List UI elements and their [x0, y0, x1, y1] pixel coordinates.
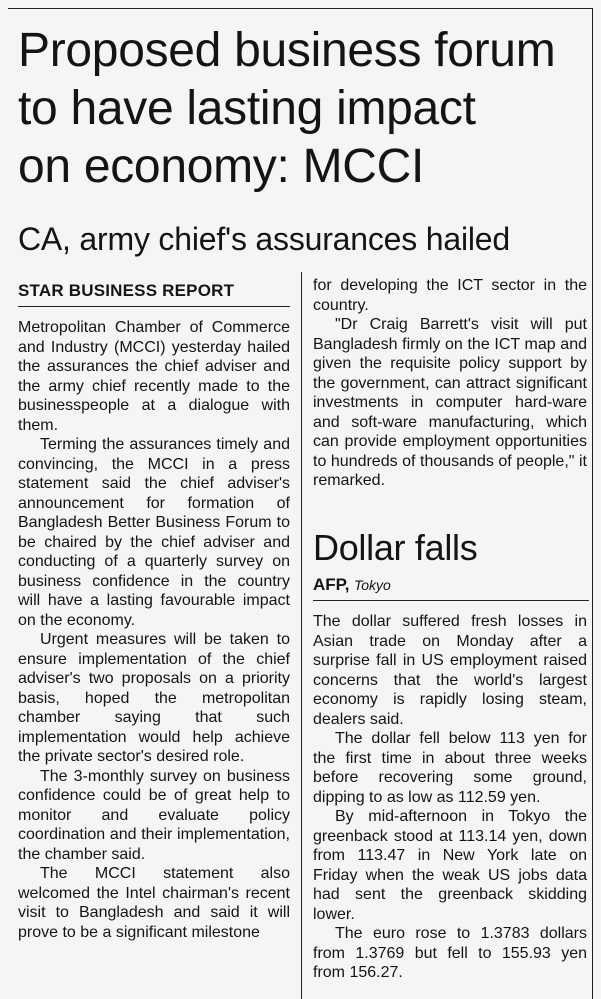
article-paragraph: Urgent measures will be taken to ensure implementation of the chief adviser's two proposals on a priority basis, hoped the metropolitan chamber saying that such implementation would help achieve the private sector's desired role.: [18, 631, 290, 765]
article-left-column: [18, 318, 290, 942]
main-headline: Proposed business forum to have lasting impact on economy: MCCI: [18, 24, 556, 193]
article-paragraph: The MCCI statement also welcomed the Intel chairman's recent visit to Bangladesh and said it will prove to be a significant milestone: [18, 865, 290, 941]
second-story-rule: [313, 600, 589, 601]
column-divider: [301, 272, 302, 999]
byline-rule: [18, 306, 290, 307]
article-paragraph: "Dr Craig Barrett's visit will put Bangladesh firmly on the ICT map and given the requisite policy support by the government, can attract significant investments in computer hard-ware and soft-ware manufacturing, which can provide employment opportunities to hundreds of thousands of people," it remarked.: [313, 316, 587, 489]
second-story-byline: [313, 576, 589, 595]
second-story-headline: Dollar falls: [313, 527, 478, 568]
top-rule: [8, 8, 593, 9]
story-paragraph: The euro rose to 1.3783 dollars from 1.3769 but fell to 155.93 yen from 156.27.: [313, 925, 587, 981]
subheadline: CA, army chief's assurances hailed: [18, 221, 510, 257]
article-paragraph: The 3-monthly survey on business confidence could be of great help to monitor and evaluate policy coordination and their implementation, the chamber said.: [18, 767, 290, 863]
story-paragraph: The dollar fell below 113 yen for the first time in about three weeks before recovering some ground, dipping to as low as 112.59 yen.: [313, 730, 587, 806]
byline: STAR BUSINESS REPORT: [18, 281, 235, 300]
article-paragraph: Metropolitan Chamber of Commerce and Industry (MCCI) yesterday hailed the assurances the chief adviser and the army chief recently made to the businesspeople at a dialogue with them.: [18, 319, 290, 434]
story-paragraph: By mid-afternoon in Tokyo the greenback stood at 113.14 yen, down from 113.47 in New York late on Friday when the weak US jobs data had sent the greenback skidding lower.: [313, 808, 587, 923]
dateline-city: Tokyo: [354, 577, 391, 593]
second-story-body: [313, 612, 587, 983]
story-paragraph: The dollar suffered fresh losses in Asian trade on Monday after a surprise fall in US employment raised concerns that the world's largest economy is rapidly losing steam, dealers said.: [313, 613, 587, 728]
article-paragraph: Terming the assurances timely and convincing, the MCCI in a press statement said the chief adviser's announcement for formation of Bangladesh Better Business Forum to be chaired by the chief adviser and conducting of a quarterly survey on business confidence in the country will have a lasting favourable impact on the economy.: [18, 436, 290, 629]
article-right-column: [313, 276, 587, 491]
article-paragraph: for developing the ICT sector in the country.: [313, 277, 587, 314]
agency-label: AFP,: [313, 575, 350, 594]
right-rule: [592, 8, 593, 999]
